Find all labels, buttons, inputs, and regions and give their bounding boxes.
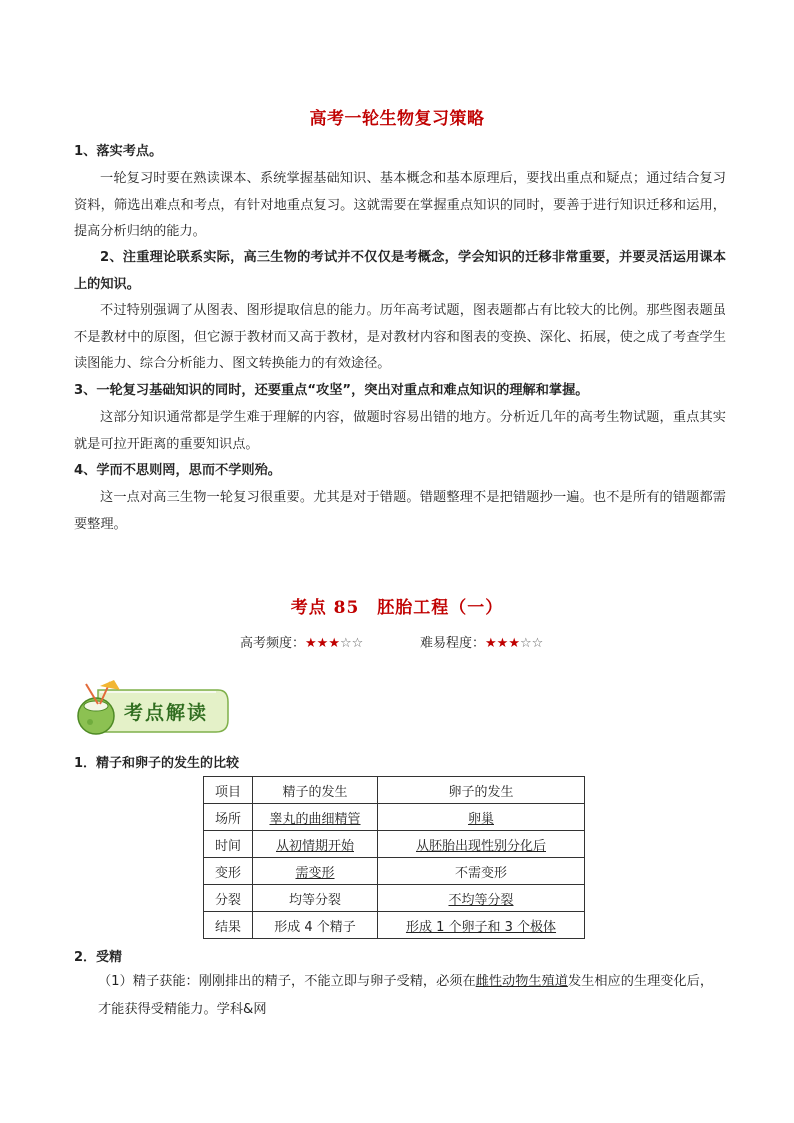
egg-cell: 形成 1 个卵子和 3 个极体 [405, 919, 557, 935]
table-row [204, 831, 585, 858]
table-row [204, 885, 585, 912]
sperm-cell: 形成 4 个精子 [274, 919, 356, 935]
item1-text-start: （1）精子获能：刚刚排出的精子，不能立即与卵子受精，必须在 [98, 974, 476, 989]
star-empty-icon: ☆ [531, 636, 544, 651]
difficulty-stars [485, 636, 543, 651]
sperm-cell: 均等分裂 [288, 892, 341, 908]
table-row [204, 858, 585, 885]
row-label: 场所 [204, 804, 253, 831]
star-empty-icon: ☆ [519, 636, 532, 651]
strategy-2-heading: 2、注重理论联系实际，高三生物的考试并不仅仅是考概念，学会知识的迁移非常重要，并要灵活运用课本上的知识。 [74, 250, 726, 292]
frequency-rating [240, 632, 363, 651]
item1-text-end: 发生相应的生理变化后，才能获得受精能力。学科&网 [98, 974, 714, 1017]
document-title: 高考一轮生物复习策略 [309, 109, 485, 129]
exam-point-title: 考点 85 胚胎工程（一） [290, 598, 504, 618]
star-empty-icon: ☆ [351, 636, 364, 651]
comparison-table [203, 776, 585, 939]
row-label: 结果 [204, 912, 253, 939]
strategy-3-body: 这部分知识通常都是学生难于理解的内容，做题时容易出错的地方。分析近几年的高考生物试题，重点其实就是可拉开距离的重要知识点。 [74, 410, 726, 452]
egg-cell: 从胚胎出现性别分化后 [415, 838, 546, 854]
strategy-2-body: 不过特别强调了从图表、图形提取信息的能力。历年高考试题，图表题都占有比较大的比例。那些图表题虽不是教材中的原图，但它源于教材而又高于教材，是对教材内容和图表的变换、深化、拓展，使之成了考查学生读图能力、综合分析能力、图文转换能力的有效途径。 [74, 303, 726, 371]
sperm-cell: 需变形 [295, 865, 335, 881]
star-filled-icon: ★ [485, 636, 497, 651]
star-filled-icon: ★ [496, 636, 509, 651]
strategy-4-heading: 4、学而不思则罔，思而不学则殆。 [74, 463, 281, 478]
strategy-3-heading: 3、一轮复习基础知识的同时，还要重点“攻坚”，突出对重点和难点知识的理解和掌握。 [74, 383, 589, 398]
table-header-cell: 项目 [204, 777, 253, 804]
section2-item1 [98, 968, 726, 1024]
table-row [204, 804, 585, 831]
row-label: 时间 [204, 831, 253, 858]
row-label: 变形 [204, 858, 253, 885]
table-header-cell: 卵子的发生 [378, 777, 585, 804]
star-filled-icon: ★ [316, 636, 329, 651]
frequency-stars [305, 636, 363, 651]
section1-heading: 1．精子和卵子的发生的比较 [74, 756, 240, 771]
section2-heading: 2．受精 [74, 950, 123, 965]
item1-underlined-text: 雌性动物生殖道 [475, 974, 568, 989]
sperm-cell: 从初情期开始 [275, 838, 354, 854]
table-row [204, 912, 585, 939]
egg-cell: 不需变形 [454, 865, 507, 881]
row-label: 分裂 [204, 885, 253, 912]
difficulty-label: 难易程度： [420, 636, 486, 651]
table-header-row [204, 777, 585, 804]
difficulty-rating [420, 632, 543, 651]
star-empty-icon: ☆ [339, 636, 352, 651]
exam-point-banner [70, 680, 230, 736]
star-filled-icon: ★ [328, 636, 340, 651]
star-filled-icon: ★ [508, 636, 520, 651]
strategy-1-heading: 1、落实考点。 [74, 144, 163, 159]
frequency-label: 高考频度： [240, 636, 306, 651]
strategy-1-body: 一轮复习时要在熟读课本、系统掌握基础知识、基本概念和基本原理后，要找出重点和疑点；通过结合复习资料，筛选出难点和考点，有针对地重点复习。这就需要在掌握重点知识的同时，要善于进行知识迁移和运用，提高分析归纳的能力。 [74, 171, 726, 239]
banner-label: 考点解读 [124, 702, 209, 724]
strategy-4-body: 这一点对高三生物一轮复习很重要。尤其是对于错题。错题整理不是把错题抄一遍。也不是所有的错题都需要整理。 [74, 490, 726, 532]
table-header-cell: 精子的发生 [253, 777, 378, 804]
star-filled-icon: ★ [305, 636, 317, 651]
sperm-cell: 睾丸的曲细精管 [269, 811, 361, 827]
egg-cell: 不均等分裂 [448, 892, 514, 908]
egg-cell: 卵巢 [467, 811, 494, 827]
